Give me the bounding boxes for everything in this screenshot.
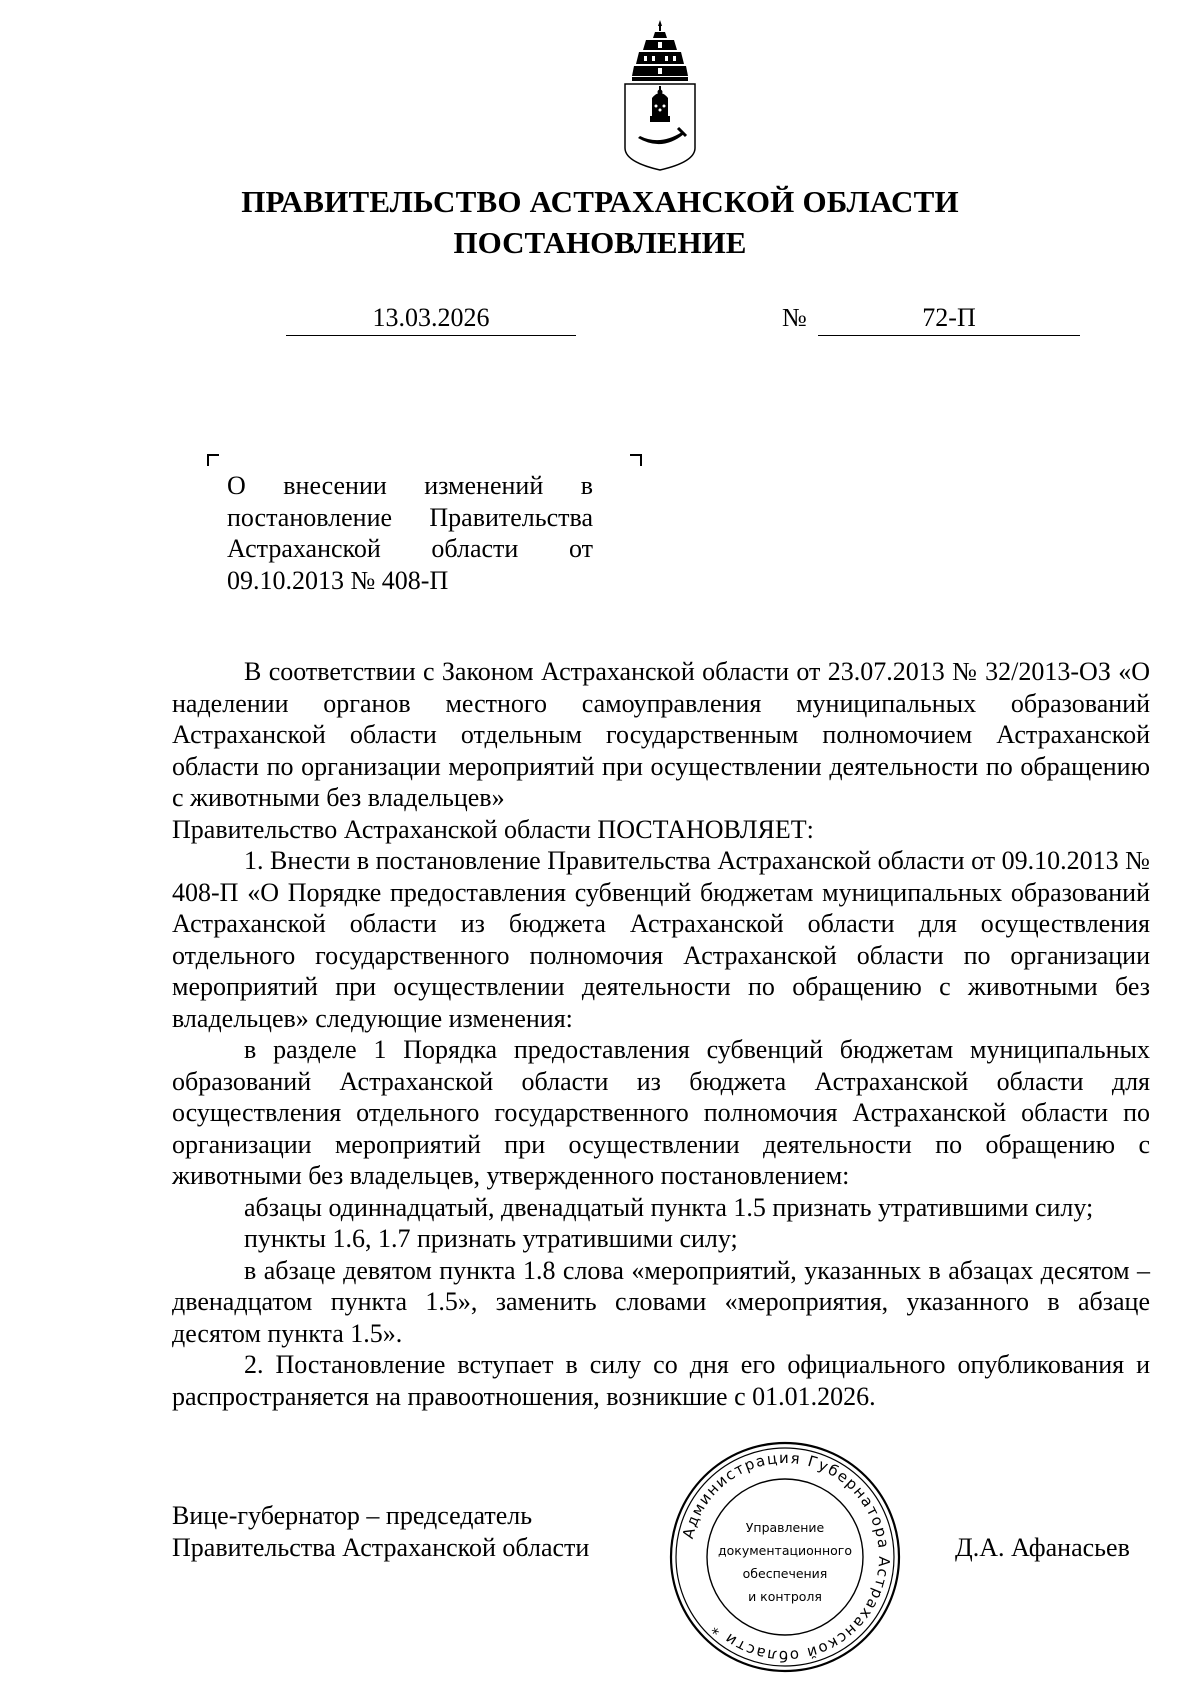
stamp-center-text: Управление <box>745 1520 825 1535</box>
subject-line: О внесении изменений в <box>227 471 593 500</box>
stamp-center-text: документационного <box>718 1543 852 1558</box>
organization-title: ПРАВИТЕЛЬСТВО АСТРАХАНСКОЙ ОБЛАСТИ <box>241 184 959 219</box>
resolution-statement: Правительство Астраханской области ПОСТАНОВЛЯЕТ: <box>172 814 814 844</box>
document-type-title: ПОСТАНОВЛЕНИЕ <box>453 225 747 260</box>
subject-corner-mark-left <box>207 454 219 466</box>
body-paragraph: абзацы одиннадцатый, двенадцатый пункта 1.5 признать утратившими силу; <box>244 1192 1094 1222</box>
document-body <box>172 656 1150 1412</box>
body-paragraph: пункты 1.6, 1.7 признать утратившими силу; <box>244 1224 738 1253</box>
signatory-position-line: Правительства Астраханской области <box>172 1533 590 1562</box>
coat-of-arms-icon <box>622 20 698 172</box>
document-number: 72-П <box>818 301 1080 336</box>
body-paragraph: 2. Постановление вступает в силу со дня его официального опубликования и распространяется на правоотношения, возникшие с 01.01.2026. <box>172 1350 1150 1411</box>
body-paragraph: 1. Внести в постановление Правительства Астраханской области от 09.10.2013 № 408-П «О Порядке предоставления субвенций бюджетам муниципальных образований Астраханской области из бюджета Астраханской области для осуществления отдельного государственного полномочия Астраханской области по организации мероприятий при осуществлении деятельности по обращению с животными без владельцев» следующие изменения: <box>172 846 1150 1033</box>
stamp-center-text: обеспечения <box>742 1566 828 1581</box>
official-stamp <box>668 1440 902 1674</box>
stamp-ring-text: Администрация Губернатора Астраханской области * <box>678 1448 894 1666</box>
subject-line: 09.10.2013 № 408-П <box>227 565 449 595</box>
signatory-position-line: Вице-губернатор – председатель <box>172 1501 533 1530</box>
body-paragraph: В соответствии с Законом Астраханской области от 23.07.2013 № 32/2013-ОЗ «О наделении органов местного самоуправления муниципальных образований Астраханской области отдельным государственным полномочием Астраханской области по организации мероприятий при осуществлении деятельности по обращению с животными без владельцев» <box>172 657 1150 812</box>
body-paragraph: в разделе 1 Порядка предоставления субвенций бюджетам муниципальных образований Астраханской области из бюджета Астраханской области для осуществления отдельного государственного полномочия Астраханской области по организации мероприятий при осуществлении деятельности по обращению с животными без владельцев, утвержденного постановлением: <box>172 1035 1150 1190</box>
signatory-name: Д.А. Афанасьев <box>955 1533 1130 1562</box>
subject-line: Астраханской области от <box>227 534 593 563</box>
subject-corner-mark-right <box>630 454 642 466</box>
body-paragraph: в абзаце девятом пункта 1.8 слова «мероприятий, указанных в абзацах десятом – двенадцатом пункта 1.5», заменить словами «мероприятия, указанного в абзаце десятом пункта 1.5». <box>172 1255 1150 1348</box>
number-sign: № <box>782 303 807 332</box>
document-date: 13.03.2026 <box>286 301 576 336</box>
subject-line: постановление Правительства <box>227 502 593 532</box>
document-subject <box>227 470 593 596</box>
signatory-position <box>172 1500 589 1564</box>
stamp-center-text: и контроля <box>748 1589 822 1604</box>
